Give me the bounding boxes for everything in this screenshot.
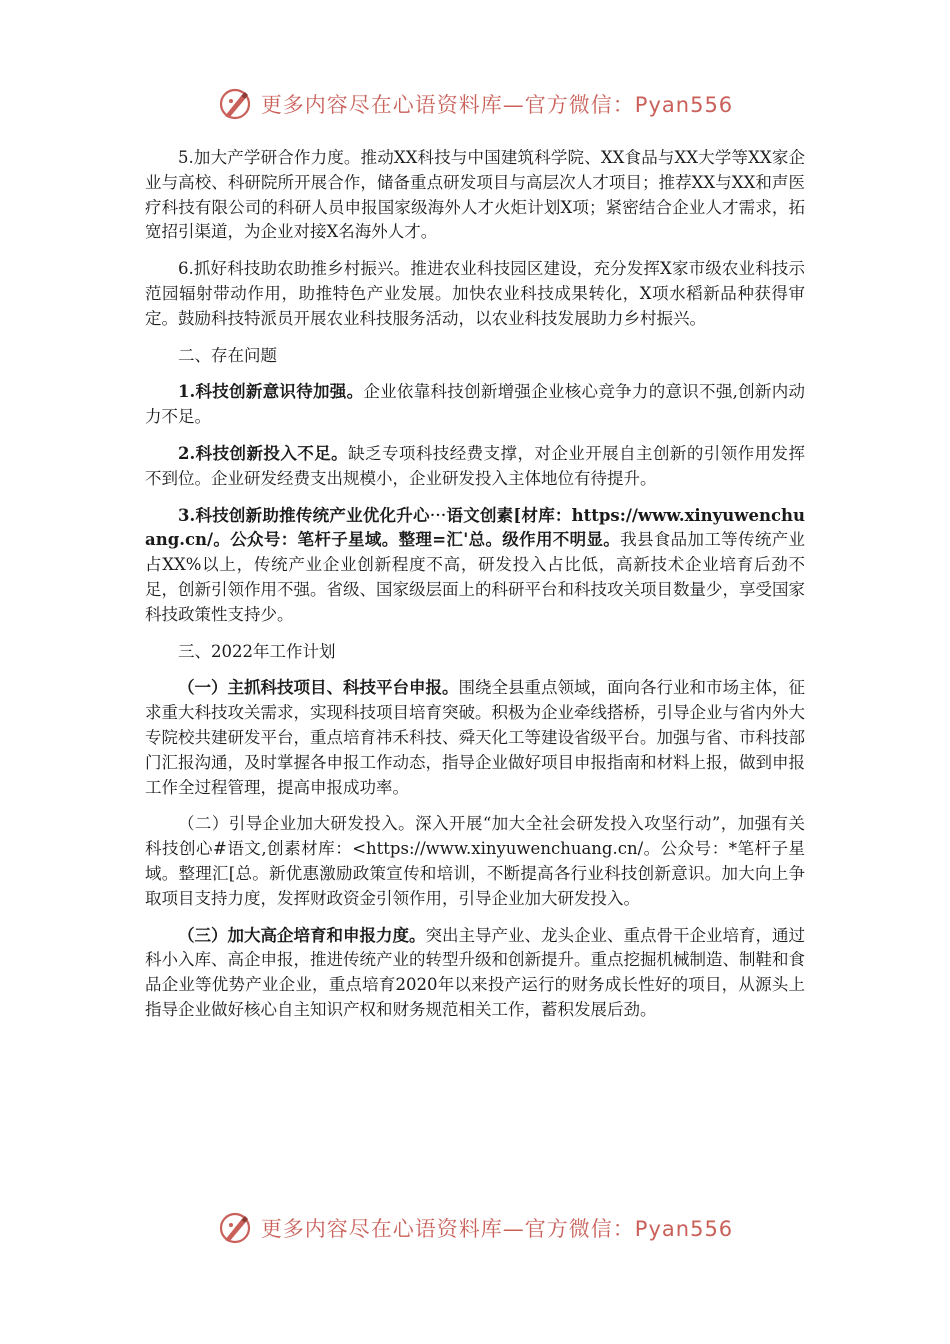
plan-lead: （一）主抓科技项目、科技平台申报。 xyxy=(178,678,459,698)
paragraph-item-6 xyxy=(145,257,805,331)
problem-text: 企业依靠科技创新增强企业核心竞争力的意识不强,创新内动力不足。 xyxy=(145,382,805,427)
problem-lead: 1.科技创新意识待加强。 xyxy=(178,382,364,402)
plan-text: 围绕全县重点领域，面向各行业和市场主体，征求重大科技攻关需求，实现科技项目培育突破。积极为企业牵线搭桥，引导企业与省内外大专院校共建研发平台，重点培育祎禾科技、舜天化工等建设省级平台。加强与省、市科技部门汇报沟通，及时掌握各申报工作动态，指导企业做好项目申报指南和材料上报，做到申报工作全过程管理，提高申报成功率。 xyxy=(145,678,805,797)
plan-lead: （三）加大高企培育和申报力度。 xyxy=(178,925,426,945)
pen-circle-logo-icon xyxy=(217,1210,253,1246)
problem-text: 缺乏专项科技经费支撑，对企业开展自主创新的引领作用发挥不到位。企业研发经费支出规模小，企业研发投入主体地位有待提升。 xyxy=(145,443,805,488)
paragraph-text: 6.抓好科技助农助推乡村振兴。推进农业科技园区建设，充分发挥X家市级农业科技示范园辐射带动作用，助推特色产业发展。加快农业科技成果转化，X项水稻新品种获得审定。鼓励科技特派员开展农业科技服务活动，以农业科技发展助力乡村振兴。 xyxy=(145,259,805,328)
plan-text: 突出主导产业、龙头企业、重点骨干企业培育，通过科小入库、高企申报，推进传统产业的转型升级和创新提升。重点挖掘机械制造、制鞋和食品企业等优势产业企业，重点培育2020年以来投产运行的财务成长性好的项目，从源头上指导企业做好核心自主知识产权和财务规范相关工作，蓄积发展后劲。 xyxy=(145,925,805,1019)
plan-item-3 xyxy=(145,924,805,1023)
section-heading-problems: 二、存在问题 xyxy=(178,345,277,365)
problem-item-3 xyxy=(145,504,805,628)
problem-item-2 xyxy=(145,442,805,492)
section-heading-plan: 三、2022年工作计划 xyxy=(178,641,336,661)
document-body xyxy=(145,146,805,1035)
problem-item-1 xyxy=(145,380,805,430)
pen-circle-logo-icon xyxy=(217,86,253,122)
plan-item-2 xyxy=(145,812,805,911)
watermark-footer xyxy=(0,1208,950,1248)
problem-lead: 2.科技创新投入不足。 xyxy=(178,443,349,463)
watermark-text: 更多内容尽在心语资料库—官方微信：Pyan556 xyxy=(260,1217,734,1241)
problem-text: 我县食品加工等传统产业占XX%以上，传统产业企业创新程度不高，研发投入占比低，高新技术企业培育后劲不足，创新引领作用不强。省级、国家级层面上的科研平台和科技攻关项目数量少，享受国家科技政策性支持少。 xyxy=(145,530,805,624)
plan-text: （二）引导企业加大研发投入。深入开展“加大全社会研发投入攻坚行动”，加强有关科技创心#语文,创素材库：<https://www.xinyuwenchuang.cn/。公众号：*笔杆子星域。整理汇[总。新优惠激励政策宣传和培训，不断提高各行业科技创新意识。加大向上争取项目支持力度，发挥财政资金引领作用，引导企业加大研发投入。 xyxy=(145,814,805,908)
problem-lead: 3.科技创新助推传统产业优化升心⋯语文创素[材库：https://www.xinyuwenchuang.cn/。公众号：笔杆子星域。整理=汇'总。级作用不明显。 xyxy=(145,505,805,550)
watermark-text: 更多内容尽在心语资料库—官方微信：Pyan556 xyxy=(260,93,734,117)
paragraph-item-5 xyxy=(145,146,805,245)
plan-item-1 xyxy=(145,676,805,800)
paragraph-text: 5.加大产学研合作力度。推动XX科技与中国建筑科学院、XX食品与XX大学等XX家企业与高校、科研院所开展合作，储备重点研发项目与高层次人才项目；推荐XX与XX和声医疗科技有限公司的科研人员申报国家级海外人才火炬计划X项；紧密结合企业人才需求，拓宽招引渠道，为企业对接X名海外人才。 xyxy=(145,148,805,242)
watermark-header xyxy=(0,84,950,124)
